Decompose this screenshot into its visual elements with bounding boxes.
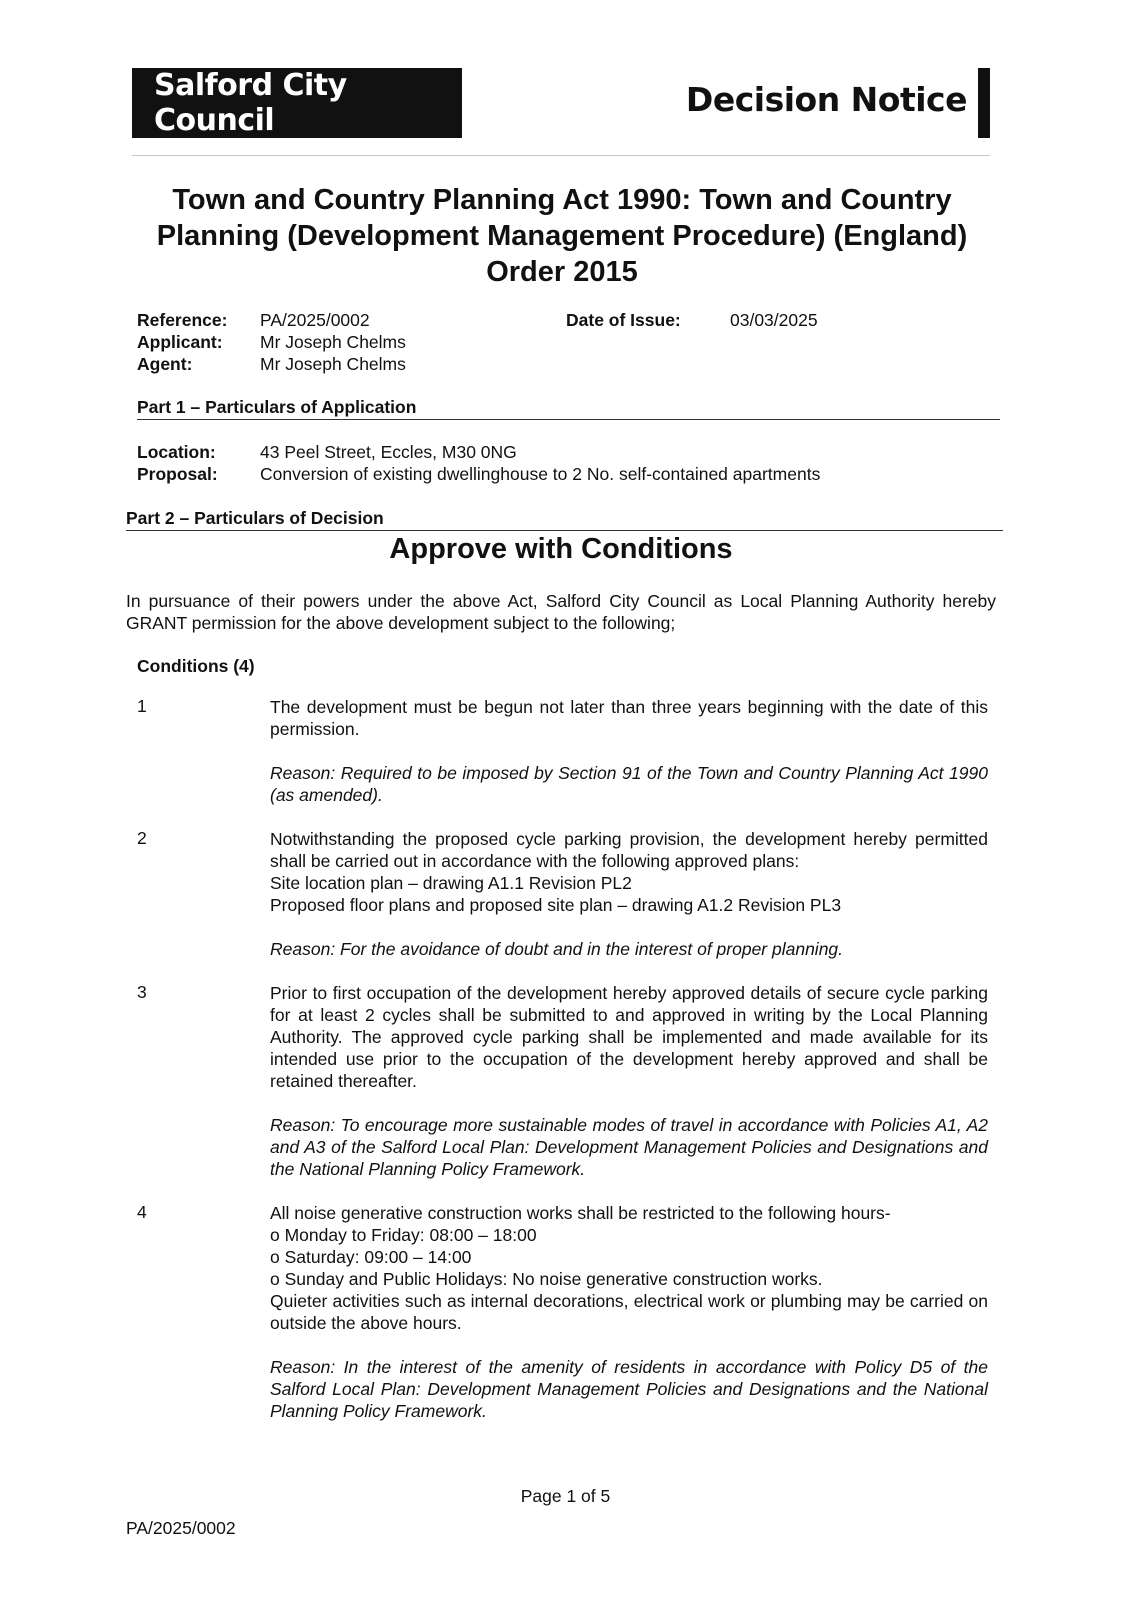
date-of-issue-label: Date of Issue: [566,310,681,330]
part2-rule [126,530,1003,531]
part1-rule [137,419,1000,420]
condition-item [270,696,988,806]
council-name: Salford City Council [154,68,347,138]
location-value: 43 Peel Street, Eccles, M30 0NG [260,442,517,462]
part1-heading: Part 1 – Particulars of Application [137,397,417,417]
condition-reason: Reason: To encourage more sustainable modes of travel in accordance with Policies A1, A2 and A3 of the Salford Local Plan: Development Management Policies and Designations and the National Planning Policy Framework. [270,1115,988,1179]
footer-reference: PA/2025/0002 [126,1518,236,1538]
condition-text: The development must be begun not later than three years beginning with the date of this permission. [270,697,988,739]
condition-number: 3 [137,982,147,1002]
condition-item [270,982,988,1180]
notice-title: Decision Notice [685,80,967,119]
proposal-value: Conversion of existing dwellinghouse to 2 No. self-contained apartments [260,464,821,484]
quieter-activities-text: Quieter activities such as internal decorations, electrical work or plumbing may be carried on outside the above hours. [270,1291,988,1333]
agent-value: Mr Joseph Chelms [260,354,406,374]
notice-title-bar [978,68,990,138]
condition-number: 4 [137,1202,147,1222]
condition-text: All noise generative construction works shall be restricted to the following hours- [270,1203,891,1223]
approved-plan-line: Site location plan – drawing A1.1 Revision PL2 [270,873,632,893]
conditions-heading: Conditions (4) [137,656,255,676]
condition-reason: Reason: Required to be imposed by Section 91 of the Town and Country Planning Act 1990 (as amended). [270,763,988,805]
condition-text: Prior to first occupation of the development hereby approved details of secure cycle parking for at least 2 cycles shall be submitted to and approved in writing by the Local Planning Authority. The approved cycle parking shall be implemented and made available for its intended use prior to the occupation of the development hereby approved and shall be retained thereafter. [270,983,988,1091]
location-label: Location: [137,442,216,462]
condition-number: 2 [137,828,147,848]
condition-number: 1 [137,696,147,716]
applicant-label: Applicant: [137,332,223,352]
reference-value: PA/2025/0002 [260,310,370,330]
hours-line: o Sunday and Public Holidays: No noise generative construction works. [270,1269,823,1289]
agent-label: Agent: [137,354,193,374]
header-divider [132,155,990,156]
condition-reason: Reason: For the avoidance of doubt and in the interest of proper planning. [270,939,844,959]
condition-item [270,828,988,960]
page-number: Page 1 of 5 [520,1486,611,1506]
approved-plan-line: Proposed floor plans and proposed site plan – drawing A1.2 Revision PL3 [270,895,842,915]
condition-text: Notwithstanding the proposed cycle parking provision, the development hereby permitted shall be carried out in accordance with the following approved plans: [270,829,988,871]
date-of-issue-value: 03/03/2025 [730,310,818,330]
hours-line: o Monday to Friday: 08:00 – 18:00 [270,1225,537,1245]
reference-label: Reference: [137,310,228,330]
hours-line: o Saturday: 09:00 – 14:00 [270,1247,472,1267]
council-logo [132,68,462,138]
grant-statement: In pursuance of their powers under the above Act, Salford City Council as Local Planning Authority hereby GRANT permission for the above development subject to the following; [126,591,996,633]
condition-item [270,1202,988,1422]
proposal-label: Proposal: [137,464,218,484]
condition-reason: Reason: In the interest of the amenity of residents in accordance with Policy D5 of the Salford Local Plan: Development Management Policies and Designations and the National Planning Policy Framework. [270,1357,988,1421]
part2-heading: Part 2 – Particulars of Decision [126,508,384,528]
decision-outcome: Approve with Conditions [389,533,733,565]
applicant-value: Mr Joseph Chelms [260,332,406,352]
document-title: Town and Country Planning Act 1990: Town and Country Planning (Development Management Procedure) (England) Order 2015 [156,184,968,288]
